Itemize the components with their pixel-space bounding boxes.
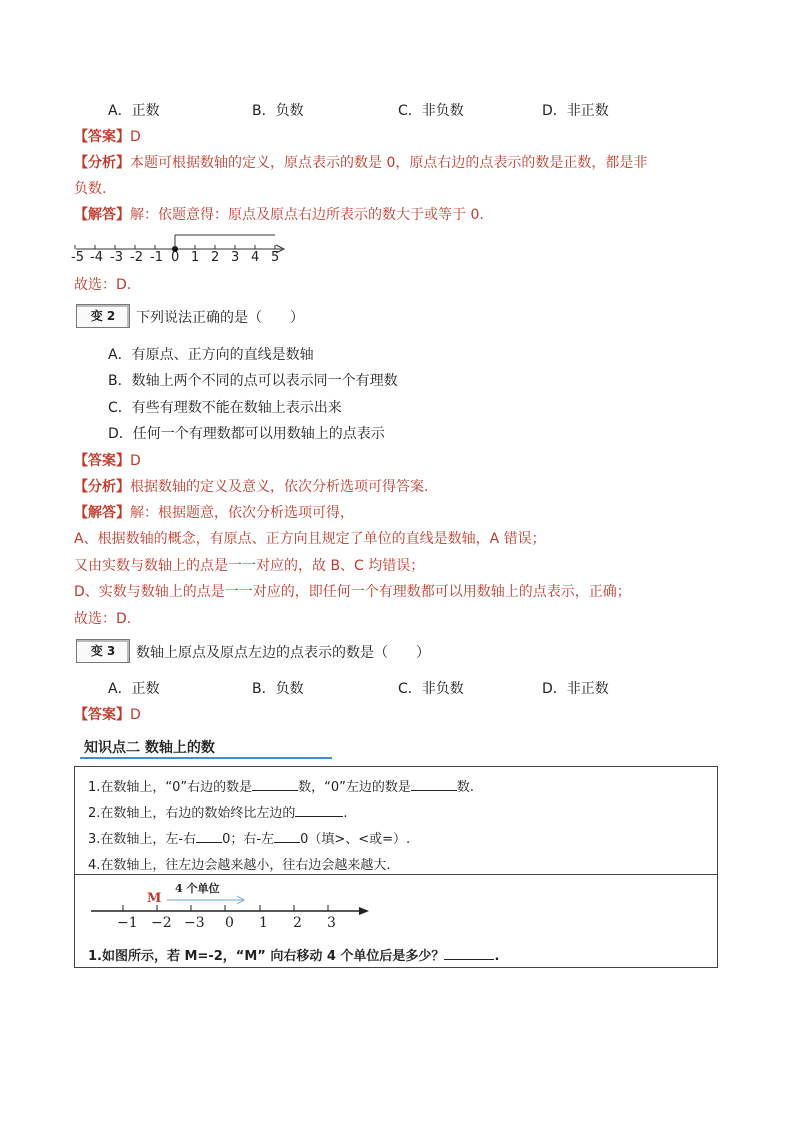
- q3-option-b: B．负数: [252, 681, 304, 697]
- item2-text-b: .: [343, 806, 348, 821]
- q2-analysis-row: [74, 476, 428, 496]
- q1-analysis-line2: 负数.: [74, 181, 107, 197]
- tick-label: −3: [184, 915, 205, 931]
- q3-answer: D: [130, 707, 141, 723]
- axis-label: 4: [251, 250, 260, 265]
- q3-option-d: D．非正数: [542, 681, 609, 697]
- q3-answer-row: [74, 704, 141, 724]
- q1-option-d: D．非正数: [542, 103, 609, 119]
- axis-label: -5: [71, 250, 84, 265]
- tick-label: 0: [225, 915, 234, 931]
- item1-blank-2[interactable]: [411, 776, 457, 791]
- variant-badge-3: 变 3: [76, 639, 130, 663]
- q2-analysis-tag: 【分析】: [74, 479, 130, 495]
- knowledge-tick-labels: [85, 915, 375, 933]
- q2-line-1: A、根据数轴的概念，有原点、正方向且规定了单位的直线是数轴，A 错误；: [74, 531, 546, 547]
- q2-line-2: 又由实数与数轴上的点是一一对应的，故 B、C 均错误；: [74, 558, 425, 574]
- tick-label: 1: [259, 915, 268, 931]
- question-blank[interactable]: [444, 945, 494, 960]
- q2-option-a: A．有原点、正方向的直线是数轴: [108, 347, 314, 363]
- q2-option-c: C．有些有理数不能在数轴上表示出来: [108, 400, 342, 416]
- question-text-end: .: [494, 949, 500, 964]
- q3-option-a: A．正数: [108, 681, 160, 697]
- q3-option-c: C．非负数: [398, 681, 464, 697]
- q2-option-d: D．任何一个有理数都可以用数轴上的点表示: [108, 426, 385, 442]
- item1-text-c: 数.: [456, 780, 475, 795]
- point-m-label: M: [147, 891, 162, 906]
- q1-option-a: A．正数: [108, 103, 160, 119]
- q2-answer: D: [130, 453, 141, 469]
- q1-solution-row: [74, 204, 484, 224]
- item2-text-a: 2.在数轴上，右边的数始终比左边的: [88, 806, 296, 821]
- question-text: 1.如图所示，若 M=-2，“M” 向右移动 4 个单位后是多少？: [88, 949, 445, 964]
- tick-label: 3: [327, 915, 336, 931]
- q3-options: [108, 678, 708, 698]
- q1-analysis-line1: 本题可根据数轴的定义，原点表示的数是 0，原点右边的点表示的数是正数，都是非: [130, 155, 648, 171]
- axis-label: -1: [150, 250, 163, 265]
- knowledge-item-1: [88, 776, 474, 795]
- q2-solution: 解：根据题意，依次分析选项可得，: [130, 505, 354, 521]
- q1-option-b: B．负数: [252, 103, 304, 119]
- axis-label: 1: [191, 250, 200, 265]
- q1-answer: D: [130, 129, 141, 145]
- item1-text-a: 1.在数轴上，“0”右边的数是: [88, 780, 253, 795]
- q2-solution-row: [74, 502, 354, 522]
- variant-badge-2: 变 2: [76, 304, 130, 328]
- item2-blank[interactable]: [295, 802, 343, 817]
- axis-label: 2: [211, 250, 220, 265]
- q2-option-b: B．数轴上两个不同的点可以表示同一个有理数: [108, 373, 398, 389]
- knowledge-box: [74, 766, 718, 968]
- q1-answer-row: [74, 126, 141, 146]
- item3-text-c: 0（填>、<或=）.: [300, 832, 411, 847]
- q1-answer-tag: 【答案】: [74, 129, 130, 145]
- tick-label: −1: [117, 915, 138, 931]
- q1-axis-labels: [70, 250, 300, 266]
- q1-analysis-tag: 【分析】: [74, 155, 130, 171]
- q1-solution-tag: 【解答】: [74, 207, 130, 223]
- q2-stem: 下列说法正确的是（ ）: [136, 310, 304, 326]
- item1-text-b: 数，“0”左边的数是: [298, 780, 411, 795]
- knowledge-item-2: [88, 802, 348, 821]
- axis-label: 5: [271, 250, 280, 265]
- q2-line-4: 故选：D.: [74, 611, 132, 627]
- q1-options: [108, 100, 708, 120]
- q1-analysis-row: [74, 152, 647, 172]
- axis-label: -2: [130, 250, 143, 265]
- q1-conclusion: 故选：D.: [74, 277, 132, 293]
- tick-label: 2: [293, 915, 302, 931]
- tick-label: −2: [151, 915, 172, 931]
- axis-label: -3: [110, 250, 123, 265]
- q1-option-c: C．非负数: [398, 103, 464, 119]
- arrow-label: 4 个单位: [175, 882, 220, 895]
- q2-line-3: D、实数与数轴上的点是一一对应的，即任何一个有理数都可以用数轴上的点表示，正确；: [74, 584, 631, 600]
- knowledge-title: 知识点二 数轴上的数: [84, 740, 215, 756]
- q3-stem: 数轴上原点及原点左边的点表示的数是（ ）: [136, 645, 430, 661]
- axis-label: 0: [171, 250, 180, 265]
- knowledge-question: [88, 945, 499, 964]
- q3-answer-tag: 【答案】: [74, 707, 130, 723]
- q2-solution-tag: 【解答】: [74, 505, 130, 521]
- axis-label: -4: [90, 250, 103, 265]
- knowledge-item-4: 4.在数轴上，往左边会越来越小，往右边会越来越大.: [88, 858, 391, 873]
- q2-answer-row: [74, 450, 141, 470]
- item3-blank-1[interactable]: [196, 828, 222, 843]
- q2-analysis: 根据数轴的定义及意义，依次分析选项可得答案.: [130, 479, 429, 495]
- knowledge-title-underline: [80, 757, 332, 759]
- q1-solution: 解：依题意得：原点及原点右边所表示的数大于或等于 0.: [130, 207, 484, 223]
- item3-text-b: 0；右-左: [222, 832, 275, 847]
- q2-answer-tag: 【答案】: [74, 453, 130, 469]
- item1-blank-1[interactable]: [252, 776, 298, 791]
- axis-label: 3: [231, 250, 240, 265]
- item3-text-a: 3.在数轴上，左-右: [88, 832, 197, 847]
- item3-blank-2[interactable]: [274, 828, 300, 843]
- knowledge-divider: [75, 874, 717, 875]
- knowledge-item-3: [88, 828, 410, 847]
